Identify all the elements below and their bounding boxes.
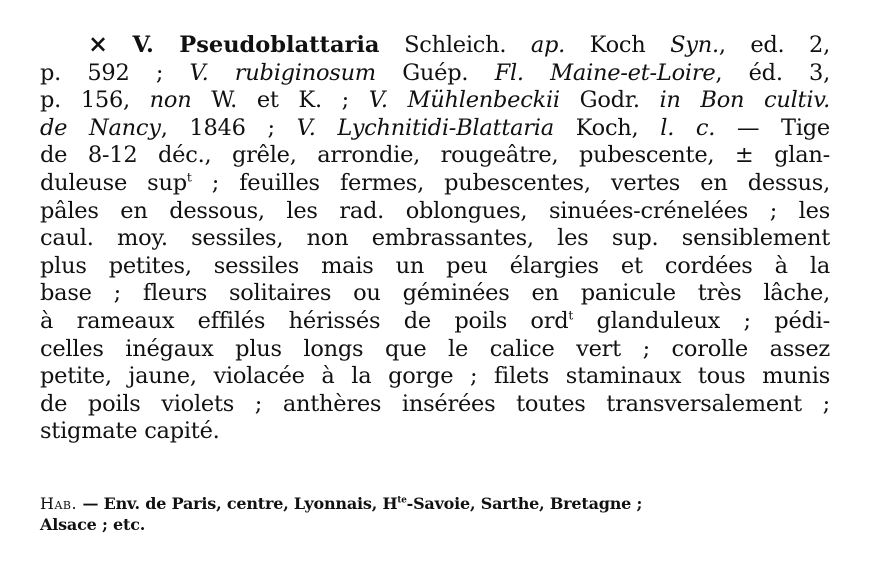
habitat-line: Alsace ; etc. <box>40 515 146 534</box>
habitat-label: Hab. <box>40 494 78 513</box>
entry-line: à rameaux effilés hérissés de poils ord$^t$ glanduleux ; pédi- <box>40 307 830 334</box>
entry-line: celles inégaux plus longs que le calice vert ; corolle assez <box>40 335 830 362</box>
habitat-note <box>40 493 830 535</box>
entry-line: p. 592 ; V. rubiginosum Guép. Fl. Maine-et-Loire, éd. 3, <box>40 59 831 86</box>
entry-line: de Nancy, 1846 ; V. Lychnitidi-Blattaria Koch, l. c. — Tige <box>40 114 830 141</box>
habitat-line: Hab. — Env. de Paris, centre, Lyonnais, $H^{te}$-Savoie, Sarthe, Bretagne ; <box>40 494 643 513</box>
entry-line: × V. Pseudoblattaria Schleich. ap. Koch Syn., ed. 2, <box>88 29 830 58</box>
entry-line: plus petites, sessiles mais un peu élargies et cordées à la <box>40 252 830 279</box>
species-name: V. Pseudoblattaria <box>132 32 380 58</box>
entry-line: de 8-12 déc., grêle, arrondie, rougeâtre, pubescente, ± glan- <box>40 142 830 169</box>
entry-line: stigmate capité. <box>40 418 220 445</box>
entry-line: de poils violets ; anthères insérées toutes transversalement ; <box>40 390 830 417</box>
entry-line: base ; fleurs solitaires ou géminées en panicule très lâche, <box>40 280 830 307</box>
species-entry <box>40 30 830 446</box>
entry-line: duleuse sup$^t$ ; feuilles fermes, pubescentes, vertes en dessus, <box>40 169 830 196</box>
entry-line: p. 156, non W. et K. ; V. Mühlenbeckii Godr. in Bon cultiv. <box>40 87 830 114</box>
entry-line: petite, jaune, violacée à la gorge ; filets staminaux tous munis <box>40 363 830 390</box>
entry-line: pâles en dessous, les rad. oblongues, sinuées-crénelées ; les <box>40 197 830 224</box>
entry-line: caul. moy. sessiles, non embrassantes, les sup. sensiblement <box>40 225 830 252</box>
hybrid-cross-symbol: × <box>88 29 108 58</box>
